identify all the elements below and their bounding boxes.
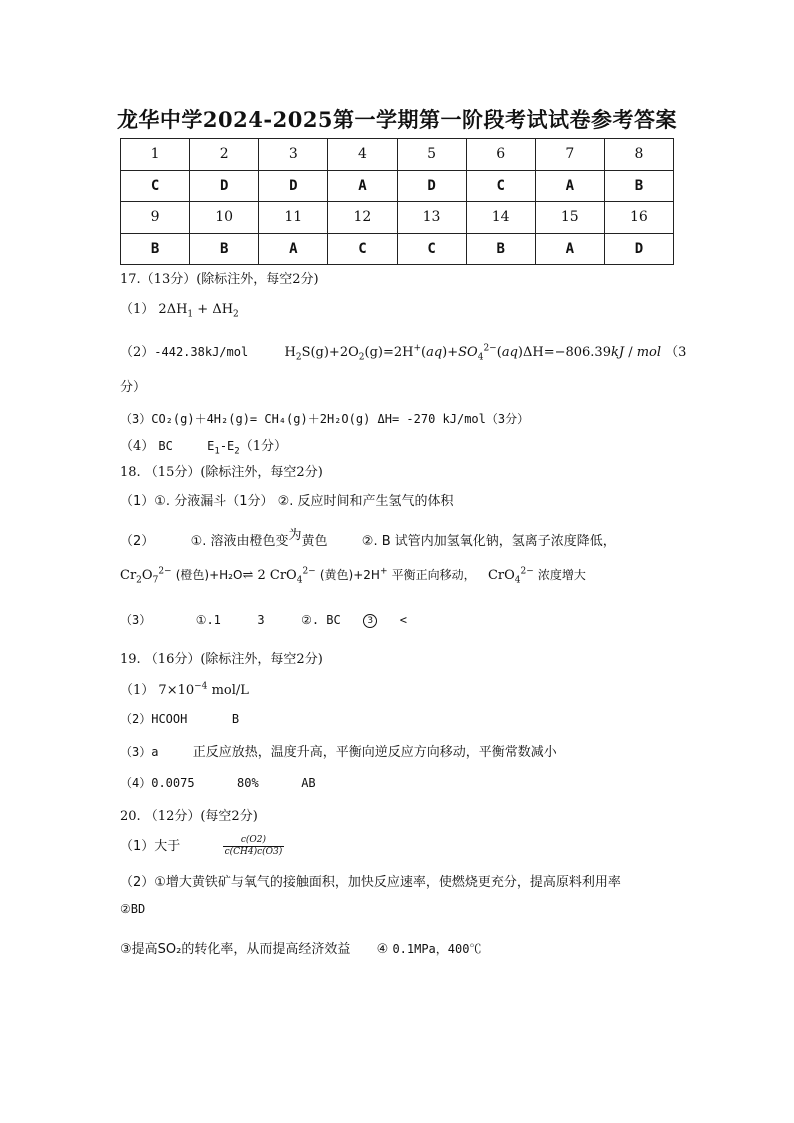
q19-part1-unit: mol/L [211,683,249,698]
q19-header: 19. （16分）(除标注外，每空2分) [120,652,323,667]
answer-cell: C [328,233,397,265]
page-title: 龙华中学2024-2025第一学期第一阶段考试试卷参考答案 [116,107,678,132]
question-number: 1 [121,139,190,171]
q18-part1: （1）①. 分液漏斗（1分） ②. 反应时间和产生氢气的体积 [120,494,454,509]
table-row [121,202,674,234]
q17-part3: （3）CO₂(g)＋4H₂(g)= CH₄(g)＋2H₂O(g) ΔH= -270 kJ/mol（3分） [120,412,530,426]
q17-part1-label: （1） [120,302,155,317]
question-number: 2 [190,139,259,171]
q18-tail: 平衡正向移动， [391,568,476,582]
q17-part4 [120,435,287,456]
question-number: 3 [259,139,328,171]
q18-part2-a3: 黄色 [301,534,328,549]
chromate-formula: 2 CrO$_4^{2-}$ [257,566,316,586]
q17-part2-value: -442.38kJ/mol [154,345,249,359]
q19-part2-label: （2）HCOOH [120,712,188,726]
q20-part2-b: ②BD [120,902,146,916]
q20-header: 20. （12分）(每空2分) [120,809,258,824]
q17-part1 [120,298,239,320]
q20-part2-c: ③提高SO₂的转化率，从而提高经济效益 [120,942,351,957]
q18-header: 18. （15分）(除标注外，每空2分) [120,465,323,480]
question-number: 10 [190,202,259,234]
answer-cell: D [397,170,466,202]
q18-part3-sign: < [399,613,407,627]
answer-cell: B [604,170,673,202]
circled-four-icon: ④ [376,942,389,957]
answer-cell: B [466,233,535,265]
q17-part2-points: （3 [665,345,687,360]
question-number: 13 [397,202,466,234]
q17-part2-equation: $H_2S(g)+2O_2(g)=2H^+(aq)+SO_4^{2-}(aq)\Delta H=-806.39kJ$ / mol [284,343,662,363]
question-number: 8 [604,139,673,171]
q18-part2-line1 [120,530,616,549]
answer-cell: D [604,233,673,265]
q19-part3 [120,741,557,760]
answer-cell: A [259,233,328,265]
question-number: 9 [121,202,190,234]
q20-part2-cd [120,938,481,957]
q19-part1 [120,679,249,698]
q18-part3 [120,611,407,628]
fraction-denominator: c(CH4)c(O3) [224,847,283,857]
equilibrium-arrow-icon: ⇌ [242,568,254,583]
question-number: 12 [328,202,397,234]
q20-part2: （2）①增大黄铁矿与氧气的接触面积，加快反应速率，使燃烧更充分，提高原料利用率 [120,875,621,890]
answer-cell: A [535,233,604,265]
fraction-numerator: c(O2) [240,835,266,845]
q20-part1 [120,835,284,858]
chromate-formula-2: CrO$_4^{2-}$ [487,566,534,586]
q18-part3-label: （3） [120,613,152,627]
answer-cell: A [328,170,397,202]
equilibrium-constant-fraction [223,835,285,858]
q18-part2-label: （2） [120,534,155,549]
q19-part4 [120,774,316,791]
q17-part4-energy: $E_1-E_2$ [207,439,240,457]
answer-cell: D [190,170,259,202]
answer-cell: A [535,170,604,202]
q17-part2-points-cont: 分） [120,380,147,395]
q19-part1-label: （1） [120,683,155,698]
question-number: 15 [535,202,604,234]
q20-part2-d: 0.1MPa，400℃ [392,942,482,956]
q18-part3-c: ②. BC [301,613,341,627]
q17-header: 17.（13分）(除标注外，每空2分) [120,272,319,287]
answer-cell: C [466,170,535,202]
question-number: 14 [466,202,535,234]
table-row [121,233,674,265]
q17-part2-label: （2） [120,345,155,360]
q19-part4-choice: AB [301,776,316,790]
question-number: 7 [535,139,604,171]
answer-cell: B [121,233,190,265]
dichromate-formula: $Cr_2O_7^{2-}$ [120,566,172,586]
q19-part2 [120,710,239,727]
q17-part2 [120,341,686,363]
q17-part4-suffix: （1分） [239,439,287,454]
q19-part4-pct: 80% [237,776,259,790]
q18-orange: (橙色)+H₂O [175,568,243,582]
q18-part2-a1: ①. 溶液由橙色变 [190,534,289,549]
q19-part4-label: （4）0.0075 [120,776,195,790]
q19-part1-value: $7\times 10^{-4}$ [158,681,208,698]
q19-part3-text: 正反应放热，温度升高，平衡向逆反应方向移动，平衡常数减小 [192,745,557,760]
q20-part1-label: （1）大于 [120,839,181,854]
q17-part1-formula: $2\Delta H_1 + \Delta H_2$ [158,302,239,320]
answer-cell: B [190,233,259,265]
q17-part4-label: （4） [120,439,155,454]
q18-part3-b: 3 [257,613,265,627]
q18-part2-a2: 为 [288,528,302,543]
q19-part3-label: （3）a [120,745,159,759]
q18-part2-equilibrium: $Cr_2O_7^{2-}$ (橙色)+H₂O⇌ 2 CrO$_4^{2-}$ (黄色)+2H+ 平衡正向移动， CrO$_4^{2-}$ 浓度增大 [120,566,586,586]
question-number: 6 [466,139,535,171]
circled-three-icon: 3 [363,614,377,628]
q17-part4-choice: BC [158,439,173,453]
q18-part2-a4: ②. B 试管内加氢氧化钠，氢离子浓度降低， [361,534,616,549]
q18-yellow: (黄色)+2H [319,568,380,582]
question-number: 4 [328,139,397,171]
q19-part2-choice: B [231,712,240,726]
q18-end: 浓度增大 [537,568,586,582]
answer-cell: D [259,170,328,202]
table-row [121,170,674,202]
answer-cell: C [121,170,190,202]
question-number: 16 [604,202,673,234]
q18-part3-a: ①.1 [195,613,221,627]
answer-cell: C [397,233,466,265]
question-number: 5 [397,139,466,171]
answer-table [120,138,674,265]
question-number: 11 [259,202,328,234]
table-row [121,139,674,171]
